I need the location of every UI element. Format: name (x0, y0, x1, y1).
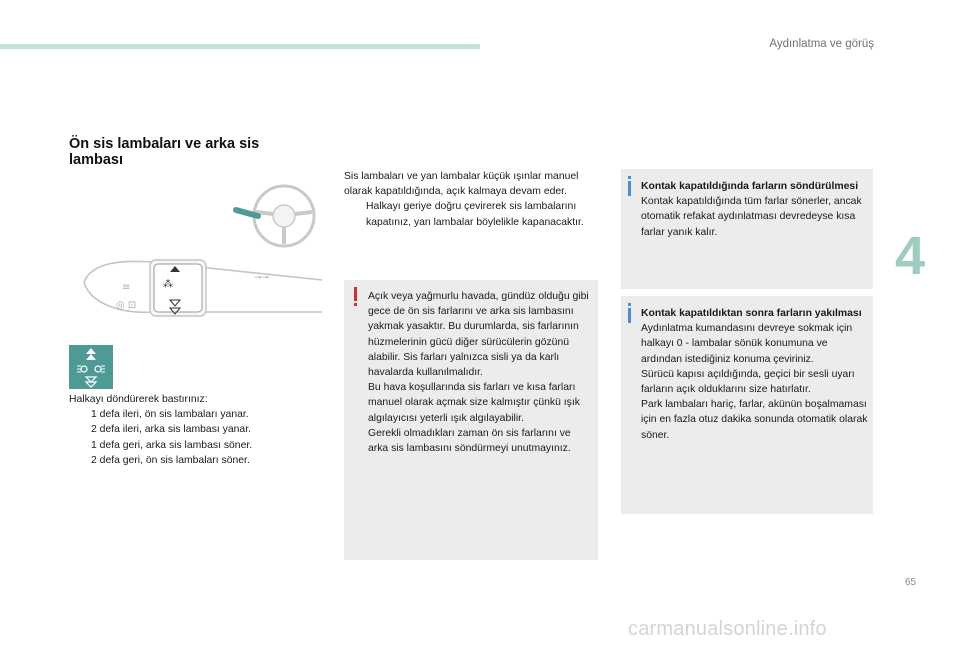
fog-light-symbol-icon (69, 345, 113, 389)
page-number: 65 (905, 577, 917, 588)
list-item-text: 2 defa geri, ön sis lambaları söner. (91, 454, 250, 466)
warning-box (344, 280, 598, 560)
list-item (69, 438, 329, 453)
steering-wheel-illustration (232, 182, 320, 254)
warning-paragraph: Bu hava koşullarında sis farları ve kısa farları manuel olarak açmak size kalmıştır çünkü ışık algılayıcısı yeterli ışık algılayabilir. (368, 382, 580, 424)
info-box-headlights-off (621, 169, 873, 289)
list-item (69, 453, 329, 468)
warning-icon (354, 287, 357, 305)
fog-ring-instructions (69, 392, 329, 468)
info-body: Kontak kapatıldığında tüm farlar sönerler, ancak otomatik refakat aydınlatması devredeyse kısa farlar yanık kalır. (641, 196, 862, 238)
lighting-stalk-illustration (82, 254, 324, 326)
info-icon (628, 303, 631, 323)
info-box-headlights-on (621, 296, 873, 514)
fog-off-instructions (344, 169, 594, 230)
svg-text:⊸⊸: ⊸⊸ (254, 273, 270, 283)
info-title: Kontak kapatıldıktan sonra farların yakılması (641, 308, 862, 319)
info-paragraph: Sürücü kapısı açıldığında, geçici bir sesli uyarı farların açık olduklarını size hatırlatır. (641, 368, 855, 396)
instructions-intro: Halkayı döndürerek bastırınız: (69, 394, 208, 405)
chapter-number: 4 (895, 226, 926, 286)
info-icon (628, 176, 631, 196)
chapter-name: Aydınlatma ve görüş (769, 38, 874, 50)
list-item (69, 422, 329, 437)
info-title: Kontak kapatıldığında farların söndürülmesi (641, 181, 859, 192)
list-item-text: Halkayı geriye doğru çevirerek sis lambalarını kapatınız, yan lambalar böylelikle kapanacaktır. (366, 201, 584, 228)
list-item (344, 199, 594, 229)
info-text (641, 306, 869, 443)
list-item-text: 1 defa ileri, ön sis lambaları yanar. (91, 409, 249, 421)
header-accent-bar (0, 44, 480, 49)
warning-paragraph: Gerekli olmadıkları zaman ön sis farlarını ve arka sis lambasını söndürmeyi unutmayınız. (368, 427, 571, 455)
watermark: carmanualsonline.info (628, 618, 827, 640)
svg-text:≡: ≡ (122, 282, 131, 293)
svg-text:⁂: ⁂ (163, 279, 173, 290)
warning-text (368, 289, 592, 456)
svg-text:◎ ⊡: ◎ ⊡ (116, 300, 137, 311)
warning-paragraph: Açık veya yağmurlu havada, gündüz olduğu gibi gece de ön sis farlarını ve arka sis lambasını yakmak yasaktır. Bu durumlarda, sis farlarının hüzmelerinin gücü diğer sürücülerin gözünü alabilir. Sis farları yalnızca sisli ya da karlı havalarda kullanılmalıdır. (368, 291, 589, 379)
info-paragraph: Aydınlatma kumandasını devreye sokmak için halkayı 0 - lambalar sönük konumuna ve ardından istediğiniz konuma çeviriniz. (641, 323, 853, 365)
list-item-text: 1 defa geri, arka sis lambası söner. (91, 439, 253, 451)
section-title: Ön sis lambaları ve arka sis lambası (69, 136, 260, 168)
list-item (69, 407, 329, 422)
info-paragraph: Park lambaları hariç, farlar, akünün boşalmaması için en fazla otuz dakika sonunda otomatik olarak söner. (641, 399, 868, 441)
info-text (641, 179, 869, 240)
middle-paragraph: Sis lambaları ve yan lambalar küçük ışınlar manuel olarak kapatıldığında, açık kalmaya devam eder. (344, 171, 579, 198)
list-item-text: 2 defa ileri, arka sis lambası yanar. (91, 424, 251, 436)
